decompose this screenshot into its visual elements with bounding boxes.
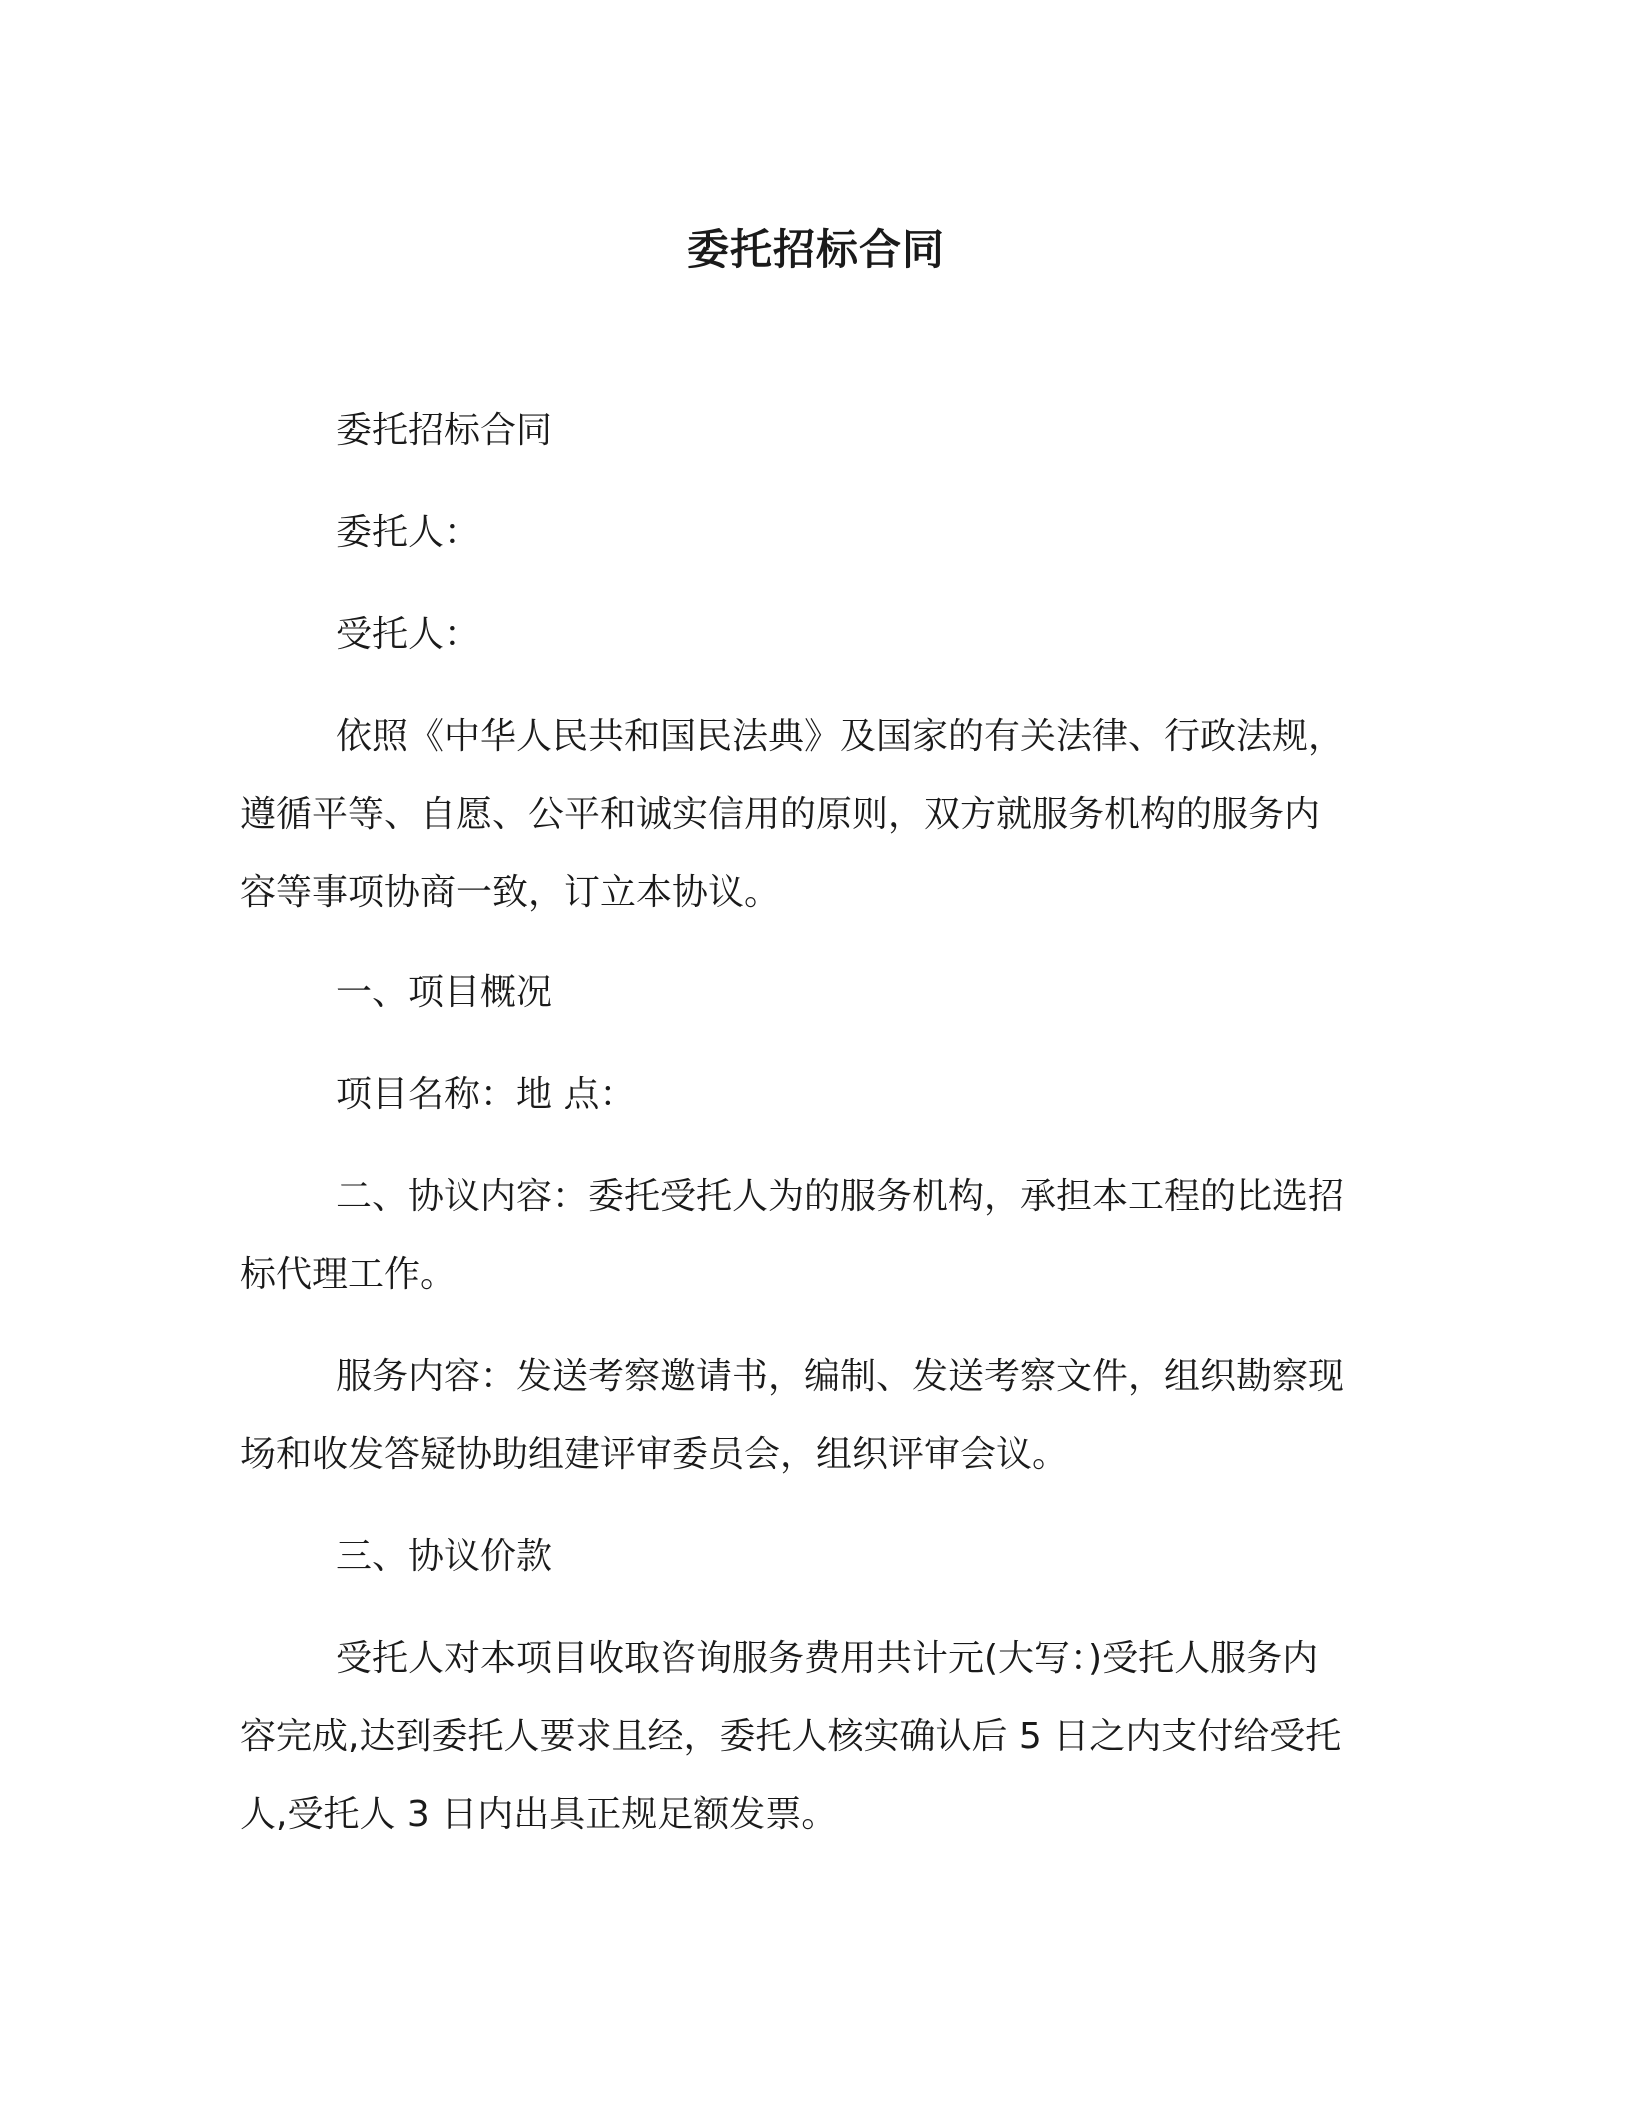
- paragraph-subtitle: 委托招标合同: [336, 410, 553, 451]
- paragraph-project-name-location: 项目名称：地 点：: [336, 1074, 636, 1115]
- paragraph-line: 依照《中华人民共和国民法典》及国家的有关法律、行政法规，: [336, 716, 1345, 757]
- paragraph-line: 遵循平等、自愿、公平和诚实信用的原则，双方就服务机构的服务内: [240, 794, 1321, 835]
- section-heading-project-overview: 一、项目概况: [336, 972, 553, 1013]
- paragraph-line: 容等事项协商一致，订立本协议。: [240, 872, 781, 913]
- paragraph-line: 标代理工作。: [240, 1254, 457, 1295]
- paragraph-line: 容完成,达到委托人要求且经，委托人核实确认后 5 日之内支付给受托: [240, 1716, 1342, 1757]
- paragraph-client: 委托人：: [336, 512, 481, 553]
- paragraph-preamble: [240, 698, 1380, 932]
- paragraph-line: 二、协议内容：委托受托人为的服务机构，承担本工程的比选招: [336, 1176, 1345, 1217]
- paragraph-line: 人,受托人 3 日内出具正规足额发票。: [240, 1794, 838, 1835]
- paragraph-line: 受托人对本项目收取咨询服务费用共计元(大写：)受托人服务内: [336, 1638, 1319, 1679]
- paragraph-line: 场和收发答疑协助组建评审委员会，组织评审会议。: [240, 1434, 1069, 1475]
- paragraph-service-content: [240, 1338, 1380, 1494]
- paragraph-agreement-content: [240, 1158, 1380, 1314]
- paragraph-trustee: 受托人：: [336, 614, 481, 655]
- paragraph-fee-terms: [240, 1620, 1380, 1854]
- paragraph-line: 服务内容：发送考察邀请书，编制、发送考察文件，组织勘察现: [336, 1356, 1345, 1397]
- document-title: 委托招标合同: [686, 225, 945, 274]
- section-heading-agreement-price: 三、协议价款: [336, 1536, 553, 1577]
